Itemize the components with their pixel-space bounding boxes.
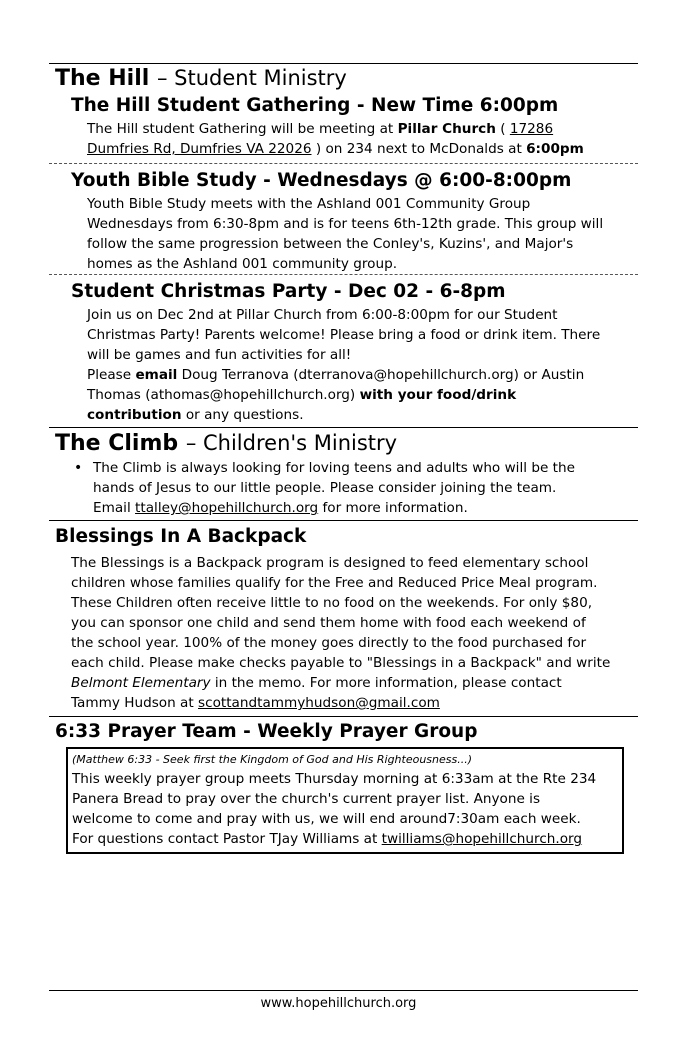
divider bbox=[49, 716, 638, 717]
address-link-cont[interactable]: Dumfries Rd, Dumfries VA 22026 bbox=[87, 141, 312, 157]
section-title-the-hill: The Hill – Student Ministry bbox=[55, 66, 347, 91]
footer-url[interactable]: www.hopehillchurch.org bbox=[260, 996, 417, 1011]
christmas-party-heading: Student Christmas Party - Dec 02 - 6-8pm bbox=[71, 281, 506, 302]
bullet-icon: • bbox=[74, 460, 83, 476]
dashed-divider bbox=[49, 163, 638, 164]
email-link[interactable]: scottandtammyhudson@gmail.com bbox=[198, 695, 440, 711]
gathering-text: The Hill student Gathering will be meeting at Pillar Church ( 17286 Dumfries Rd, Dumfries VA 22026 ) on 234 next to McDonalds at 6:00pm bbox=[87, 121, 584, 157]
prayer-heading: 6:33 Prayer Team - Weekly Prayer Group bbox=[55, 721, 478, 742]
email-link[interactable]: twilliams@hopehillchurch.org bbox=[381, 831, 583, 847]
divider bbox=[49, 520, 638, 521]
climb-text: The Climb is always looking for loving teens and adults who will be the hands of Jesus to our little people. Please consider joining the team. Email ttalley@hopehillchurch.org for more information. bbox=[93, 460, 575, 516]
prayer-text: This weekly prayer group meets Thursday morning at 6:33am at the Rte 234 Panera Bread to pray over the church's current prayer list. Anyone is welcome to come and pray with us, we will end around7:30am each week. For questions contact Pastor TJay Williams at twilliams@hopehillchurch.org bbox=[72, 771, 597, 847]
footer-divider bbox=[49, 990, 638, 991]
email-link[interactable]: ttalley@hopehillchurch.org bbox=[135, 500, 319, 516]
section-title-the-climb: The Climb – Children's Ministry bbox=[55, 431, 398, 456]
gathering-heading: The Hill Student Gathering - New Time 6:00pm bbox=[71, 95, 559, 116]
blessings-heading: Blessings In A Backpack bbox=[55, 526, 307, 547]
bible-study-text: Youth Bible Study meets with the Ashland 001 Community Group Wednesdays from 6:30-8pm and is for teens 6th-12th grade. This group will follow the same progression between the Conley's, Kuzins', and Major's homes as the Ashland 001 community group. bbox=[87, 196, 604, 272]
bible-study-heading: Youth Bible Study - Wednesdays @ 6:00-8:00pm bbox=[71, 170, 572, 191]
dashed-divider bbox=[49, 274, 638, 275]
prayer-box bbox=[66, 747, 624, 854]
christmas-party-text: Join us on Dec 2nd at Pillar Church from 6:00-8:00pm for our Student Christmas Party! Parents welcome! Please bring a food or drink item. There will be games and fun activities for all! Please email Doug Terranova (dterranova@hopehillchurch.org) or Austin Thomas (athomas@hopehillchurch.org) with your food/drink contribution or any questions. bbox=[87, 307, 601, 423]
blessings-text: The Blessings is a Backpack program is designed to feed elementary school children whose families qualify for the Free and Reduced Price Meal program. These Children often receive little to no food on the weekends. For only $80, you can sponsor one child and send them home with food each weekend of the school year. 100% of the money goes directly to the food purchased for each child. Please make checks payable to "Blessings in a Backpack" and write Belmont Elementary in the memo. For more information, please contact Tammy Hudson at scottandtammyhudson@gmail.com bbox=[71, 555, 611, 711]
divider bbox=[49, 427, 638, 428]
verse-text: (Matthew 6:33 - Seek first the Kingdom of God and His Righteousness...) bbox=[72, 753, 473, 766]
address-link[interactable]: 17286 bbox=[509, 121, 554, 137]
